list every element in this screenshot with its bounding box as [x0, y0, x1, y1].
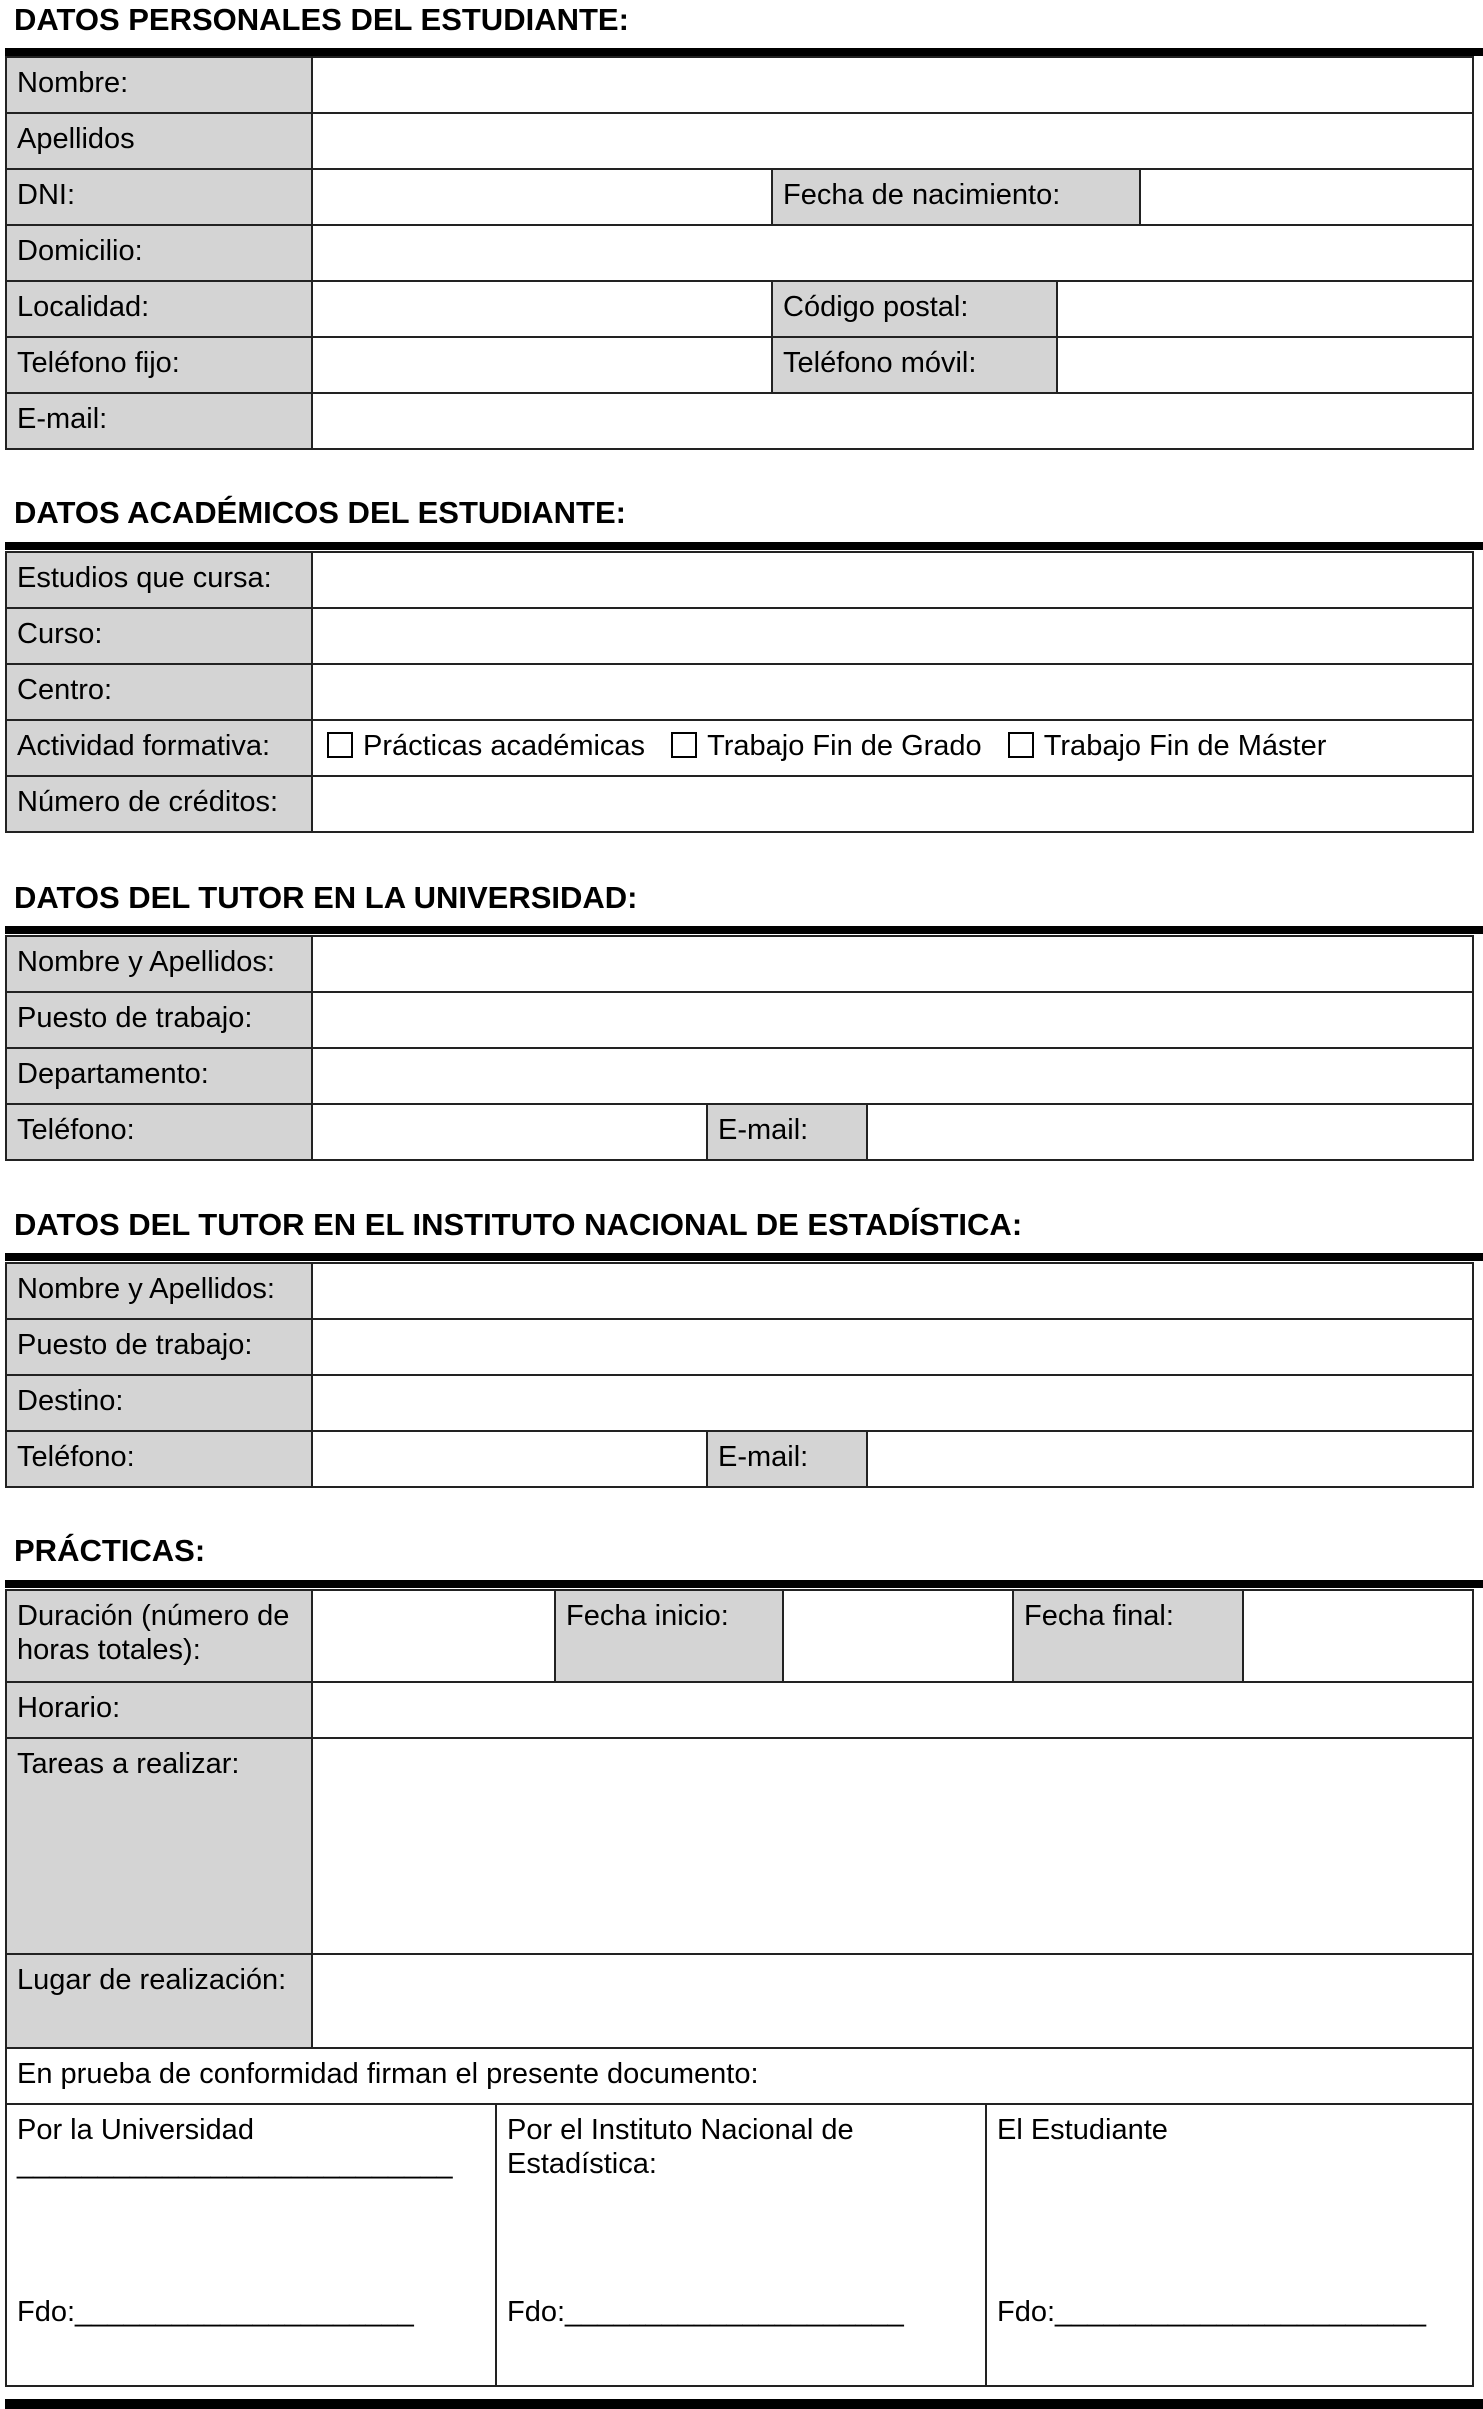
label-estudios: Estudios que cursa: [5, 551, 313, 609]
label-fecha-final: Fecha final: [1012, 1589, 1244, 1683]
label-creditos: Número de créditos: [5, 775, 313, 833]
signature-estudiante: El Estudiante Fdo:_______________________ [985, 2103, 1474, 2387]
label-localidad: Localidad: [5, 280, 313, 338]
section-title-academic: DATOS ACADÉMICOS DEL ESTUDIANTE: [14, 495, 626, 530]
checkbox-icon[interactable] [1008, 732, 1034, 758]
input-tutor-uni-departamento[interactable] [311, 1047, 1474, 1105]
label-telefono-fijo: Teléfono fijo: [5, 336, 313, 394]
fdo-universidad[interactable]: Fdo:_____________________ [17, 2296, 414, 2328]
label-tutor-uni-telefono: Teléfono: [5, 1103, 313, 1161]
input-dni[interactable] [311, 168, 773, 226]
label-tutor-ine-telefono: Teléfono: [5, 1430, 313, 1488]
input-centro[interactable] [311, 663, 1474, 721]
input-tutor-uni-telefono[interactable] [311, 1103, 708, 1161]
input-apellidos[interactable] [311, 112, 1474, 170]
input-localidad[interactable] [311, 280, 773, 338]
label-codigo-postal: Código postal: [771, 280, 1058, 338]
section-title-personal: DATOS PERSONALES DEL ESTUDIANTE: [14, 2, 629, 37]
input-domicilio[interactable] [311, 224, 1474, 282]
label-tutor-uni-puesto: Puesto de trabajo: [5, 991, 313, 1049]
label-tutor-ine-nombre: Nombre y Apellidos: [5, 1262, 313, 1320]
fdo-ine[interactable]: Fdo:_____________________ [507, 2296, 904, 2328]
input-tutor-ine-puesto[interactable] [311, 1318, 1474, 1376]
label-tutor-ine-destino: Destino: [5, 1374, 313, 1432]
input-tutor-uni-puesto[interactable] [311, 991, 1474, 1049]
label-centro: Centro: [5, 663, 313, 721]
label-email: E-mail: [5, 392, 313, 450]
label-apellidos: Apellidos [5, 112, 313, 170]
input-lugar[interactable] [311, 1953, 1474, 2049]
input-email[interactable] [311, 392, 1474, 450]
input-horario[interactable] [311, 1681, 1474, 1739]
label-actividad: Actividad formativa: [5, 719, 313, 777]
label-tutor-uni-nombre: Nombre y Apellidos: [5, 935, 313, 993]
option-practicas[interactable]: Prácticas académicas [327, 729, 645, 763]
label-nombre: Nombre: [5, 56, 313, 114]
label-tutor-ine-puesto: Puesto de trabajo: [5, 1318, 313, 1376]
section-title-tutor-uni: DATOS DEL TUTOR EN LA UNIVERSIDAD: [14, 880, 638, 915]
label-tutor-ine-email: E-mail: [706, 1430, 868, 1488]
checkbox-icon[interactable] [671, 732, 697, 758]
input-fecha-inicio[interactable] [782, 1589, 1014, 1683]
input-fecha-final[interactable] [1242, 1589, 1474, 1683]
input-tareas[interactable] [311, 1737, 1474, 1955]
label-tareas: Tareas a realizar: [5, 1737, 313, 1955]
bottom-rule [5, 2399, 1483, 2409]
input-curso[interactable] [311, 607, 1474, 665]
label-telefono-movil: Teléfono móvil: [771, 336, 1058, 394]
section-rule [5, 48, 1483, 56]
label-lugar: Lugar de realización: [5, 1953, 313, 2049]
signature-universidad: Por la Universidad ___________________________ Fdo:_____________________ [5, 2103, 497, 2387]
input-tutor-ine-nombre[interactable] [311, 1262, 1474, 1320]
input-telefono-movil[interactable] [1056, 336, 1474, 394]
conformidad-statement: En prueba de conformidad firman el presente documento: [5, 2047, 1474, 2105]
input-nombre[interactable] [311, 56, 1474, 114]
input-tutor-ine-telefono[interactable] [311, 1430, 708, 1488]
input-telefono-fijo[interactable] [311, 336, 773, 394]
input-creditos[interactable] [311, 775, 1474, 833]
actividad-options [311, 719, 1474, 777]
input-duracion[interactable] [311, 1589, 556, 1683]
input-tutor-uni-email[interactable] [866, 1103, 1474, 1161]
fdo-estudiante[interactable]: Fdo:_______________________ [997, 2296, 1426, 2328]
label-tutor-uni-email: E-mail: [706, 1103, 868, 1161]
input-codigo-postal[interactable] [1056, 280, 1474, 338]
label-horario: Horario: [5, 1681, 313, 1739]
section-title-practicas: PRÁCTICAS: [14, 1533, 206, 1568]
input-tutor-ine-destino[interactable] [311, 1374, 1474, 1432]
checkbox-icon[interactable] [327, 732, 353, 758]
input-fecha-nacimiento[interactable] [1139, 168, 1474, 226]
option-tfm[interactable]: Trabajo Fin de Máster [1008, 729, 1327, 763]
input-tutor-uni-nombre[interactable] [311, 935, 1474, 993]
label-domicilio: Domicilio: [5, 224, 313, 282]
section-rule [5, 926, 1483, 934]
section-rule [5, 542, 1483, 550]
label-dni: DNI: [5, 168, 313, 226]
label-tutor-uni-departamento: Departamento: [5, 1047, 313, 1105]
label-fecha-inicio: Fecha inicio: [554, 1589, 784, 1683]
input-estudios[interactable] [311, 551, 1474, 609]
label-duracion: Duración (número de horas totales): [5, 1589, 313, 1683]
section-rule [5, 1580, 1483, 1588]
signature-ine: Por el Instituto Nacional de Estadística: Fdo:_____________________ [495, 2103, 987, 2387]
section-rule [5, 1253, 1483, 1261]
section-title-tutor-ine: DATOS DEL TUTOR EN EL INSTITUTO NACIONAL DE ESTADÍSTICA: [14, 1207, 1023, 1242]
label-fecha-nacimiento: Fecha de nacimiento: [771, 168, 1141, 226]
input-tutor-ine-email[interactable] [866, 1430, 1474, 1488]
option-tfg[interactable]: Trabajo Fin de Grado [671, 729, 982, 763]
label-curso: Curso: [5, 607, 313, 665]
